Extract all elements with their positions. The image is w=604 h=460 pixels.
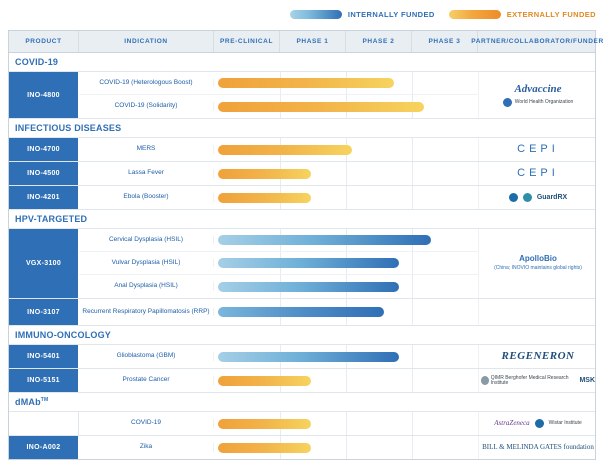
partner-cell [478,436,597,459]
section-title: INFECTIOUS DISEASES [15,123,122,133]
product-label: VGX-3100 [9,229,79,298]
pipeline-row [79,72,478,95]
qimr-icon [481,376,489,385]
partner-cell [478,299,597,325]
product-group [9,186,595,210]
phase-track [214,138,478,161]
phase-track [214,412,478,435]
product-label: INO-A002 [9,436,79,459]
partner-logo-label: World Health Organization [514,98,574,105]
product-group [9,412,595,436]
header-phase1: PHASE 1 [280,31,346,52]
partner-logo-msk [579,377,595,384]
product-group [9,229,595,299]
pipeline-row [79,229,478,252]
trademark-mark: TM [40,397,49,403]
partner-logo-cepi: CEPI [517,143,559,156]
partner-logo-regeneron: REGENERON [501,350,575,363]
progress-bar-internal [218,258,399,268]
section-header-hpv-targeted [9,210,595,229]
product-rows [79,138,478,161]
partner-note: (China; INOVIO maintains global rights) [494,265,582,272]
partner-cell [478,138,597,161]
partner-logo-row [494,419,581,428]
header-preclinical: PRE-CLINICAL [214,31,280,52]
partner-logo-who [503,98,574,107]
partner-logo-label: QIMR Berghofer Medical Research Institute [490,374,569,386]
indication-label: Prostate Cancer [79,376,214,384]
legend-swatch-external [449,10,501,19]
pipeline-row [79,138,478,161]
product-group [9,72,595,119]
partner-logo-wistar: Wistar Institute [548,420,582,426]
header-phase3: PHASE 3 [412,31,478,52]
header-partner: PARTNER/COLLABORATOR/FUNDER [471,38,604,45]
progress-bar-external [218,193,311,203]
phase-track [214,162,478,185]
phase-track [214,345,478,368]
phase-track [214,369,478,392]
indication-label: Ebola (Booster) [79,193,214,201]
progress-bar-external [218,169,311,179]
partner-logo-bioshield [523,193,532,202]
pfizer-icon [509,193,518,202]
pipeline-row [79,162,478,185]
header-indication: INDICATION [79,31,214,52]
product-group [9,162,595,186]
indication-label: COVID-19 (Heterologous Boost) [79,79,214,87]
product-label [9,412,79,435]
progress-bar-internal [218,282,399,292]
phase-track [214,229,478,251]
indication-label: Lassa Fever [79,169,214,177]
partner-logo-row [509,193,567,202]
partner-cell [478,369,597,392]
pipeline-row [79,345,478,368]
pfizer-icon [535,419,544,428]
product-group [9,299,595,326]
indication-label: Recurrent Respiratory Papillomatosis (RRP) [79,308,214,316]
section-title: IMMUNO-ONCOLOGY [15,330,111,340]
phase-track [214,95,478,118]
product-label: INO-4201 [9,186,79,209]
phase-track [214,436,478,459]
partner-logo-row [481,376,595,386]
legend-item-internal [290,10,435,19]
partner-logo-apollobio: ApolloBio [519,254,557,264]
progress-bar-external [218,78,394,88]
phase-track [214,72,478,94]
section-title-text: dMAb [15,397,41,407]
product-rows [79,436,478,459]
legend-swatch-internal [290,10,342,19]
indication-label: COVID-19 (Solidarity) [79,102,214,110]
section-header-covid19 [9,53,595,72]
partner-cell [478,345,597,368]
section-header-dmab [9,393,595,412]
legend-label-internal: INTERNALLY FUNDED [347,10,435,19]
product-rows [79,162,478,185]
header-product: PRODUCT [9,31,79,52]
product-rows [79,345,478,368]
legend [290,10,596,19]
header-phase2: PHASE 2 [346,31,412,52]
section-title [9,397,48,407]
pipeline-row [79,95,478,118]
product-rows [79,412,478,435]
product-group [9,138,595,162]
section-header-immuno-oncology [9,326,595,345]
product-group [9,436,595,459]
indication-label: Vulvar Dysplasia (HSIL) [79,259,214,267]
pipeline-row [79,252,478,275]
section-title: HPV-TARGETED [15,214,88,224]
indication-label: Glioblastoma (GBM) [79,352,214,360]
progress-bar-external [218,145,352,155]
pipeline-table [8,30,604,460]
partner-logo-advaccine: Advaccine [514,83,562,96]
partner-logo-pfizer [509,193,518,202]
partner-cell [478,412,597,435]
product-label: INO-4500 [9,162,79,185]
indication-label: MERS [79,145,214,153]
legend-item-external [449,10,596,19]
phase-track [214,299,478,325]
product-rows [79,369,478,392]
partner-logo-astrazeneca: AstraZeneca [494,418,530,427]
phase-track [214,252,478,274]
progress-bar-external [218,376,311,386]
pipeline-row [79,436,478,459]
pipeline-row [79,412,478,435]
progress-bar-external [218,419,311,429]
phase-track [214,186,478,209]
product-label: INO-4800 [9,72,79,118]
section-header-infectious-diseases [9,119,595,138]
progress-bar-internal [218,307,384,317]
section-title: COVID-19 [15,57,59,67]
partner-logo-gates: BILL & MELINDA GATES foundation [482,442,594,451]
pipeline-row [79,299,478,325]
product-label: INO-5151 [9,369,79,392]
indication-label: Anal Dysplasia (HSIL) [79,282,214,290]
partner-logo-label: MSK [579,377,595,384]
partner-cell [478,229,597,298]
pipeline-row [79,275,478,298]
partner-logo-qimr [481,376,574,386]
product-label: INO-4700 [9,138,79,161]
partner-logo-cepi: CEPI [517,167,559,180]
pipeline-row [79,369,478,392]
phase-track [214,275,478,298]
who-icon [503,98,512,107]
product-label: INO-3107 [9,299,79,325]
legend-label-external: EXTERNALLY FUNDED [506,10,596,19]
partner-cell [478,72,597,118]
indication-label: Zika [79,443,214,451]
indication-label: Cervical Dysplasia (HSIL) [79,236,214,244]
product-group [9,369,595,393]
indication-label: COVID-19 [79,419,214,427]
partner-cell [478,186,597,209]
progress-bar-external [218,102,424,112]
product-rows [79,299,478,325]
product-label: INO-5401 [9,345,79,368]
table-header-row [9,31,604,53]
progress-bar-internal [218,235,431,245]
partner-logo-guardrx: GuardRX [536,194,568,201]
product-rows [79,186,478,209]
product-rows [79,72,478,118]
product-rows [79,229,478,298]
pipeline-row [79,186,478,209]
partner-cell [478,162,597,185]
shield-icon [523,193,532,202]
progress-bar-external [218,443,311,453]
product-group [9,345,595,369]
progress-bar-internal [218,352,399,362]
